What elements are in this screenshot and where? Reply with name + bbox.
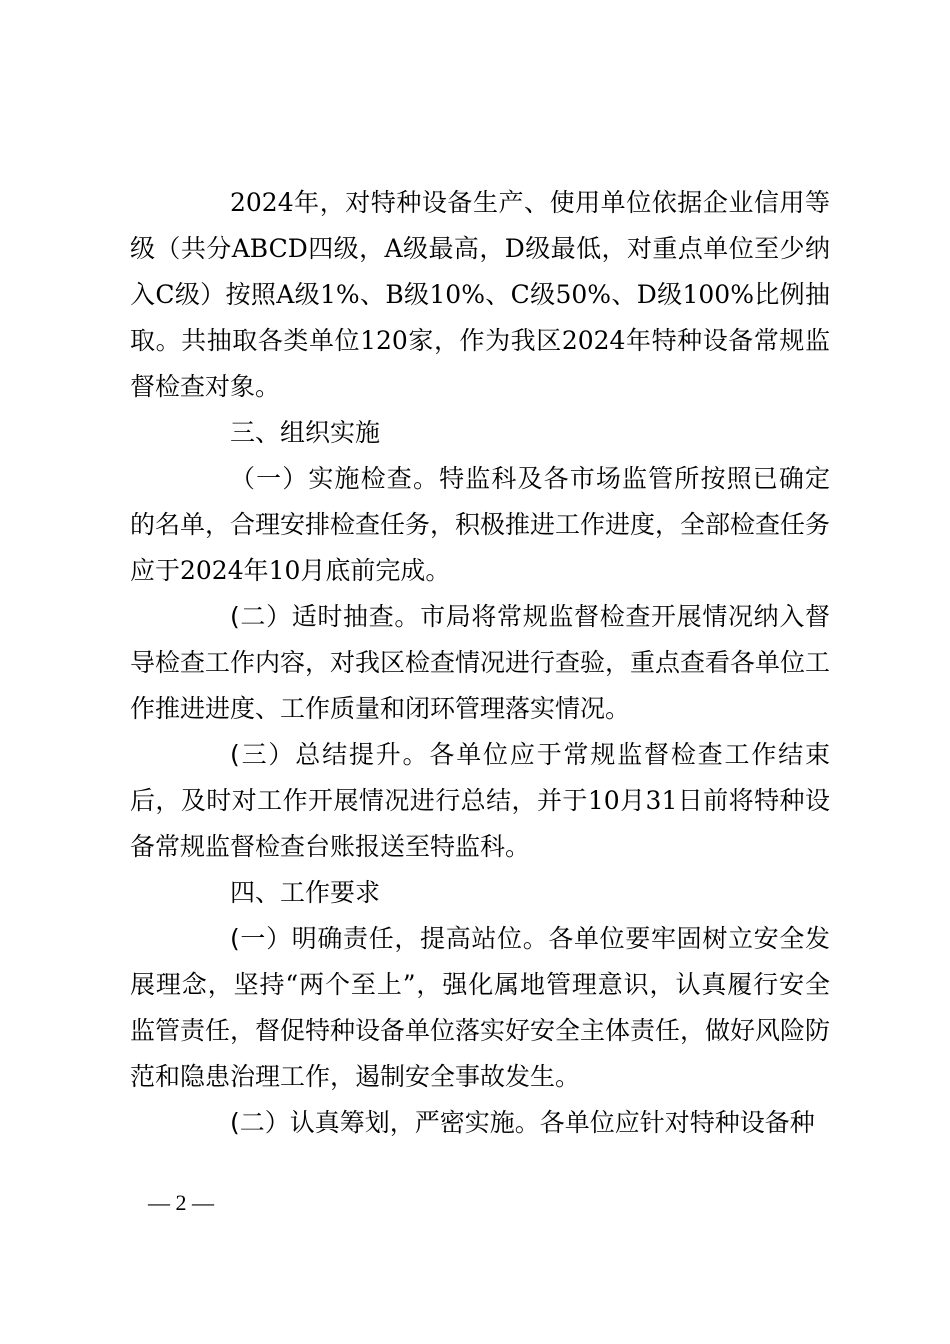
- item-text: 市局将常规监督检查开展情况纳入督导检查工作内容，对我区检查情况进行查验，重点查看各单位工作推进进度、工作质量和闭环管理落实情况。: [130, 602, 831, 723]
- item-text: 各单位要牢固树立安全发展理念，坚持“两个至上”，强化属地管理意识，认真履行安全监管责任，督促特种设备单位落实好安全主体责任，做好风险防范和隐患治理工作，遏制安全事故发生。: [130, 924, 831, 1091]
- item-text: 各单位应于常规监督检查工作结束后，及时对工作开展情况进行总结，并于10月31日前将特种设备常规监督检查台账报送至特监科。: [130, 740, 830, 861]
- item-text: 各单位应针对特种设备种: [539, 1108, 815, 1137]
- item-text: 特监科及各市场监管所按照已确定的名单，合理安排检查任务，积极推进工作进度，全部检查任务应于2024年10月底前完成。: [130, 464, 831, 585]
- item-title: (三）总结提升。: [230, 740, 430, 769]
- item-title: （一）实施检查。: [230, 464, 440, 493]
- item-title: (一）明确责任，提高站位。: [230, 924, 549, 953]
- item-title: (二）适时抽查。: [230, 602, 421, 631]
- section-heading-implementation: 三、组织实施: [230, 418, 381, 447]
- paragraph-clarify-responsibility: [130, 916, 830, 1100]
- paragraph-spot-check: [130, 594, 830, 732]
- item-title: (二）认真筹划，严密实施。: [230, 1108, 540, 1137]
- paragraph-implement-inspection: [130, 456, 830, 594]
- paragraph-careful-planning: [130, 1100, 830, 1146]
- paragraph-summary: [130, 732, 830, 870]
- section-heading-requirements: 四、工作要求: [230, 878, 381, 907]
- paragraph-sampling: 2024年，对特种设备生产、使用单位依据企业信用等级（共分ABCD四级，A级最高，D级最低，对重点单位至少纳入C级）按照A级1%、B级10%、C级50%、D级100%比例抽取。共抽取各类单位120家，作为我区2024年特种设备常规监督检查对象。: [130, 188, 830, 401]
- document-body: [130, 180, 830, 1146]
- page-number: — 2 —: [148, 1190, 214, 1215]
